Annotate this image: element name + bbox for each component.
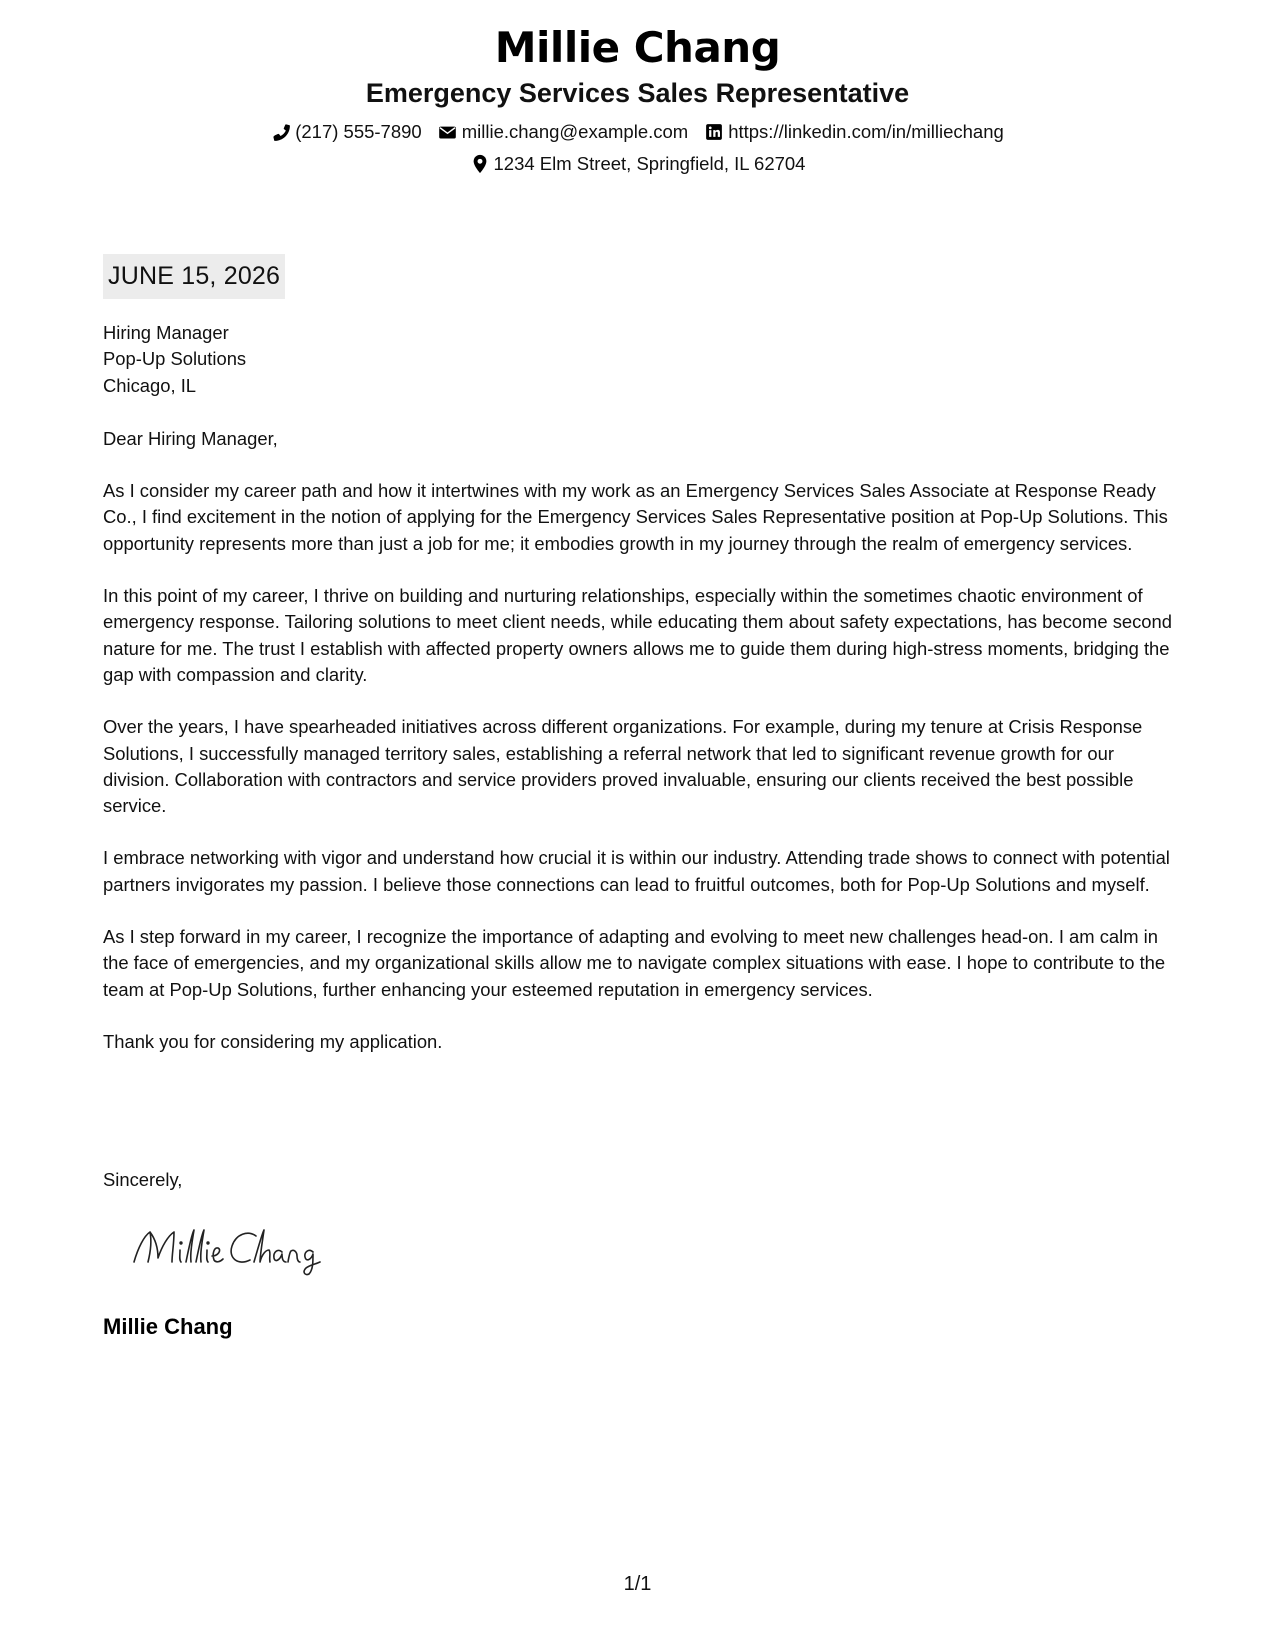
contact-address [470,150,806,178]
salutation: Dear Hiring Manager, [103,427,278,449]
contact-linkedin [704,118,1004,146]
closing-thanks: Thank you for considering my application. [103,1030,443,1052]
recipient-block [103,320,1178,399]
contact-row [0,118,1275,146]
contact-phone [271,118,422,146]
phone-icon [271,122,291,142]
map-pin-icon [470,154,490,174]
envelope-icon [438,122,458,142]
body-paragraph: As I consider my career path and how it intertwines with my work as an Emergency Services Sales Associate at Response Ready Co., I find excitement in the notion of applying for the Emergency Services Sales Representative position at Pop-Up Solutions. This opportunity represents more than just a job for me; it embodies growth in my journey through the realm of emergency services. [103,480,1168,554]
body-paragraph: In this point of my career, I thrive on building and nurturing relationships, especially within the sometimes chaotic environment of emergency response. Tailoring solutions to meet client needs, while educating them about safety expectations, has become second nature for me. The trust I establish with affected property owners allows me to guide them during high-stress moments, bridging the gap with compassion and clarity. [103,585,1172,685]
page-number: 1/1 [623,1573,652,1595]
signer-name: Millie Chang [103,1314,233,1339]
linkedin-text[interactable]: https://linkedin.com/in/milliechang [728,121,1004,142]
letter-header [0,20,1275,178]
recipient-line: Hiring Manager [103,322,229,343]
applicant-name: Millie Chang [494,23,781,72]
phone-text: (217) 555-7890 [295,121,422,142]
letter-date: JUNE 15, 2026 [103,254,285,299]
linkedin-icon [704,122,724,142]
signoff: Sincerely, [103,1169,183,1190]
recipient-line: Pop-Up Solutions [103,348,247,370]
body-paragraph: I embrace networking with vigor and understand how crucial it is within our industry. Attending trade shows to connect with potential partners invigorates my passion. I believe those connections can lead to fruitful outcomes, both for Pop-Up Solutions and myself. [103,847,1170,895]
body-paragraph: As I step forward in my career, I recognize the importance of adapting and evolving to meet new challenges head-on. I am calm in the face of emergencies, and my organizational skills allow me to navigate complex situations with ease. I hope to contribute to the team at Pop-Up Solutions, further enhancing your esteemed reputation in emergency services. [103,926,1166,1000]
letter-body [103,320,1178,1055]
body-paragraph: Over the years, I have spearheaded initiatives across different organizations. For example, during my tenure at Crisis Response Solutions, I successfully managed territory sales, establishing a referral network that led to significant revenue growth for our division. Collaboration with contractors and service providers proved invaluable, ensuring our clients received the best possible service. [103,716,1143,817]
recipient-line: Chicago, IL [103,374,197,396]
contact-email [438,118,688,146]
applicant-title: Emergency Services Sales Representative [365,78,910,108]
address-row [0,150,1275,178]
email-text: millie.chang@example.com [461,121,689,142]
handwritten-signature [128,1218,348,1278]
address-text: 1234 Elm Street, Springfield, IL 62704 [493,153,806,174]
